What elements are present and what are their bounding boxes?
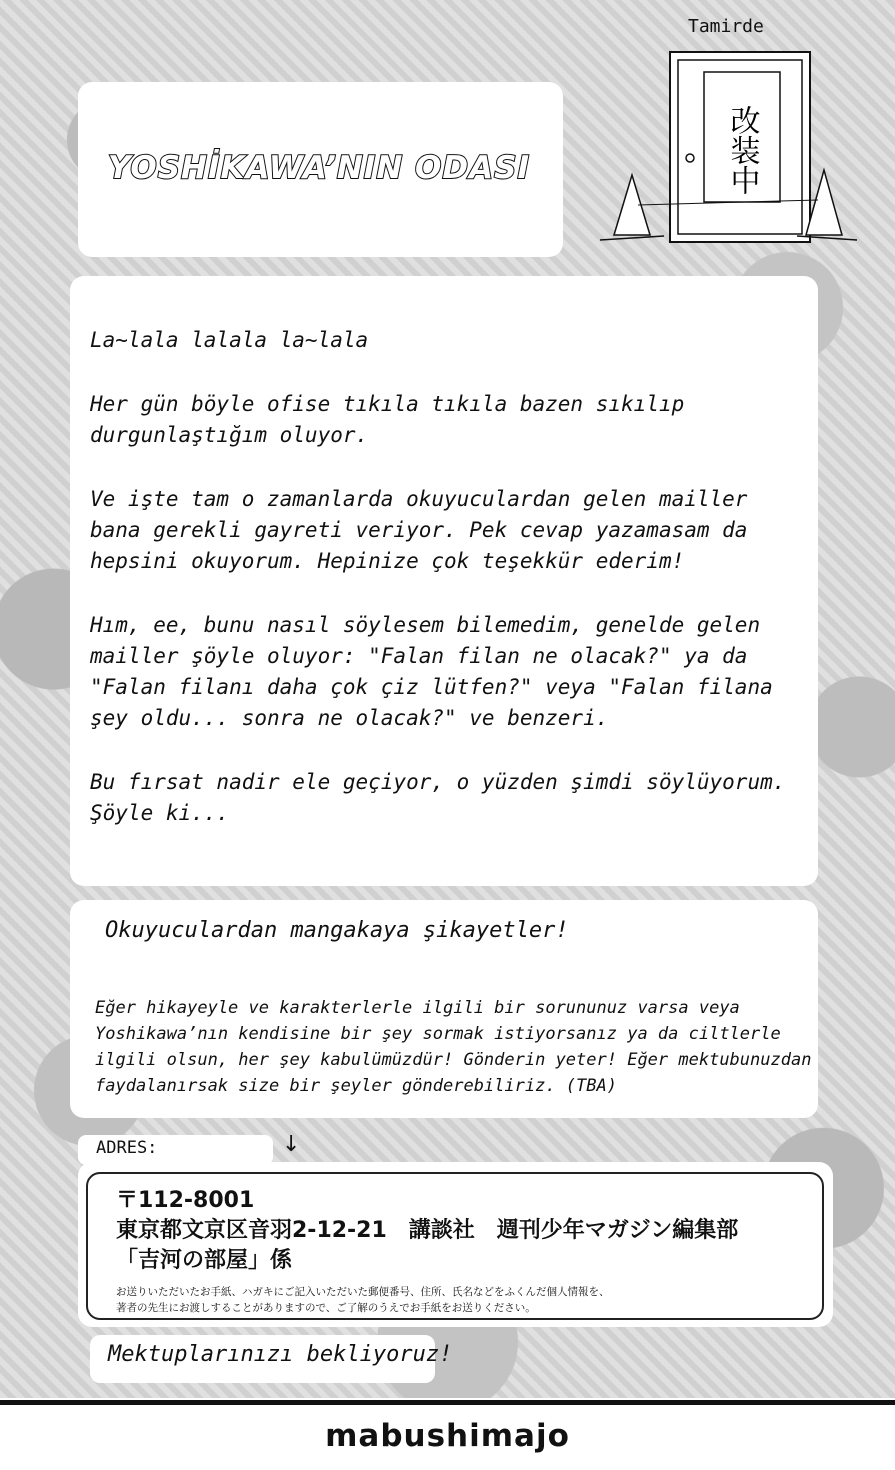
postal-code: 〒112-8001 bbox=[116, 1188, 255, 1213]
divider bbox=[0, 1400, 895, 1405]
paragraph: Bu fırsat nadir ele geçiyor, o yüzden şimdi söylüyorum. Şöyle ki... bbox=[90, 770, 786, 825]
privacy-note-line: お送りいただいたお手紙、ハガキにご記入いただいた郵便番号、住所、氏名などをふくんだ個人情報を、 bbox=[116, 1286, 610, 1298]
paragraph: Her gün böyle ofise tıkıla tıkıla bazen sıkılıp durgunlaştığım oluyor. bbox=[90, 392, 685, 447]
paragraph: Hım, ee, bunu nasıl söylesem bilemedim, genelde gelen mailler şöyle oluyor: "Falan filan ne olacak?" ya da "Falan filanı daha çok çiz lütfen?" veya "Falan filana şey oldu... sonra ne olacak?" ve benzeri. bbox=[90, 613, 773, 730]
complaints-heading: Okuyuculardan mangakaya şikayetler! bbox=[105, 918, 569, 943]
address-box bbox=[86, 1172, 824, 1320]
recipient: 「吉河の部屋」係 bbox=[116, 1248, 293, 1273]
brand-logo: mabushimajo bbox=[325, 1418, 570, 1454]
complaints-body: Eğer hikayeyle ve karakterlerle ilgili bir sorununuz varsa veya Yoshikawa’nın kendisine bir şey sormak istiyorsanız ya da ciltlerle ilgili olsun, her şey kabulümüzdür! Gönderin yeter! Eğer mektubunuzdan faydalanırsak size bir şeyler gönderebiliriz. (TBA) bbox=[95, 998, 812, 1096]
sign-label: Tamirde bbox=[688, 16, 764, 37]
letter-body bbox=[90, 325, 805, 862]
closing-text: Mektuplarınızı bekliyoruz! bbox=[108, 1342, 453, 1367]
page-title: YOSHİKAWA’NIN ODASI bbox=[108, 150, 530, 186]
street-address: 東京都文京区音羽2-12-21 講談社 週刊少年マガジン編集部 bbox=[116, 1218, 739, 1243]
door-sign-text: 改装中 bbox=[724, 105, 760, 195]
door-under-renovation-illustration bbox=[592, 40, 862, 260]
arrow-down-icon: ↓ bbox=[282, 1132, 301, 1157]
privacy-note-line: 著者の先生にお渡しすることがありますので、ご了解のうえでお手紙をお送りください。 bbox=[116, 1302, 536, 1314]
paragraph: La~lala lalala la~lala bbox=[90, 328, 369, 352]
paragraph: Ve işte tam o zamanlarda okuyuculardan gelen mailler bana gerekli gayreti veriyor. Pek cevap yazamasam da hepsini okuyorum. Hepinize çok teşekkür ederim! bbox=[90, 487, 748, 573]
address-label: ADRES: bbox=[96, 1138, 158, 1158]
